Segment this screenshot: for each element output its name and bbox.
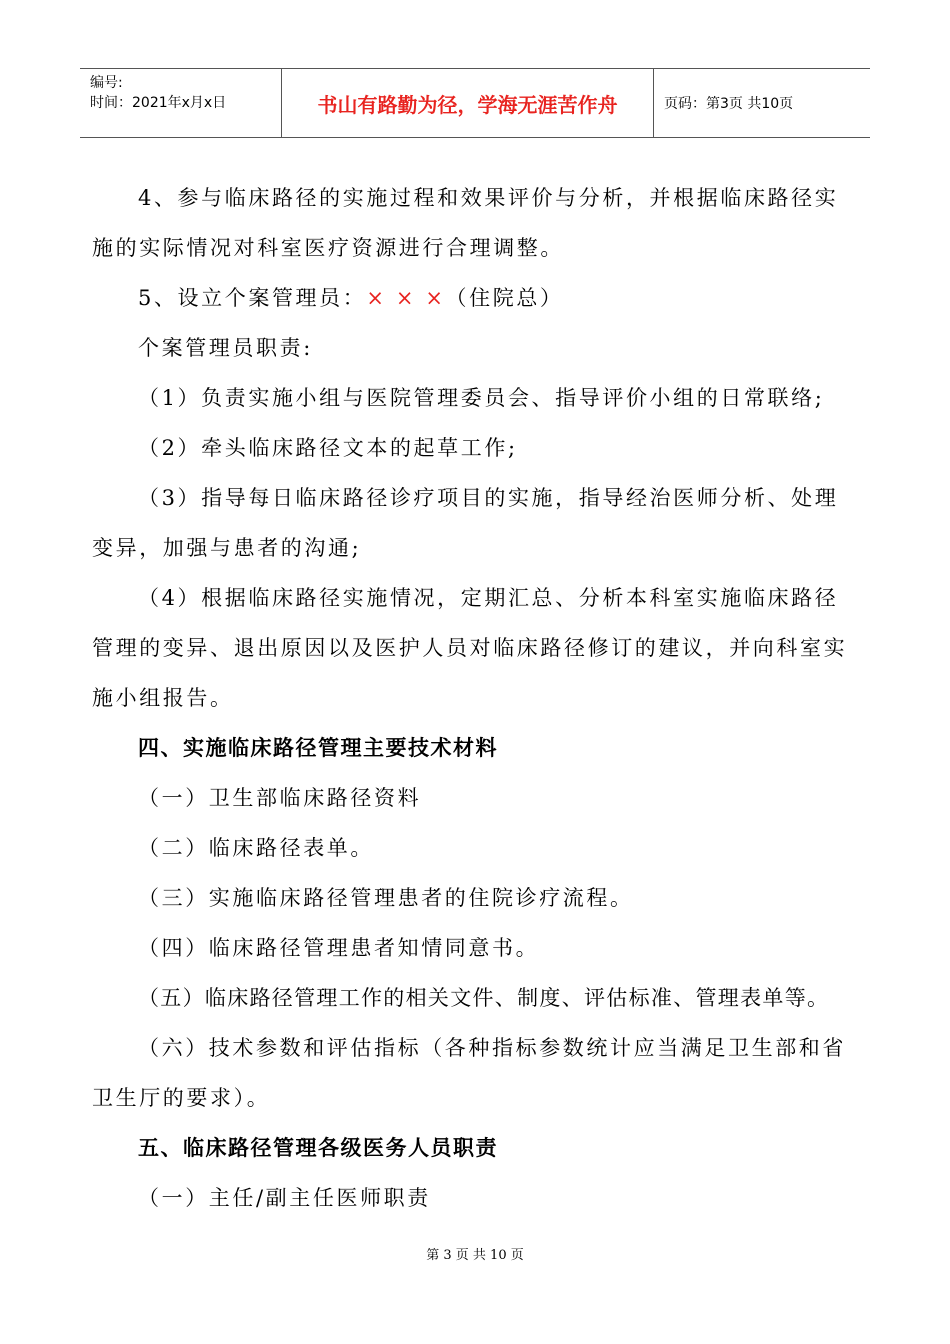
page-footer: 第 3 页 共 10 页: [426, 1248, 524, 1263]
case-manager-prefix: 5、设立个案管理员：: [138, 286, 367, 310]
list-item: （一）卫生部临床路径资料: [138, 786, 422, 810]
duty-item-continued: 变异，加强与患者的沟通;: [92, 536, 362, 560]
section-heading: 四、实施临床路径管理主要技术材料: [138, 736, 498, 760]
placeholder-marks: × × ×: [366, 286, 446, 310]
header-motto: 书山有路勤为径，学海无涯苦作舟: [282, 69, 654, 137]
list-item: （二）临床路径表单。: [138, 836, 374, 860]
page-header: [80, 68, 870, 138]
list-item: （四）临床路径管理患者知情同意书。: [138, 936, 540, 960]
duty-item: （2）牵头临床路径文本的起草工作;: [138, 436, 518, 460]
duty-item-continued: 管理的变异、退出原因以及医护人员对临床路径修订的建议，并向科室实: [92, 636, 848, 660]
document-body: [92, 173, 872, 1223]
case-manager-suffix: （住院总）: [445, 286, 564, 310]
section-heading: 五、临床路径管理各级医务人员职责: [138, 1136, 498, 1160]
duty-title: 个案管理员职责:: [138, 336, 313, 360]
header-meta: [80, 69, 282, 137]
header-page-label: 页码：第3页 共10页: [664, 96, 794, 112]
paragraph-line: 4、参与临床路径的实施过程和效果评价与分析，并根据临床路径实: [138, 186, 839, 210]
list-item: （五）临床路径管理工作的相关文件、制度、评估标准、管理表单等。: [138, 986, 830, 1010]
number-label: 编号:: [90, 75, 123, 91]
list-item: （一）主任/副主任医师职责: [138, 1186, 431, 1210]
list-item-continued: 卫生厅的要求）。: [92, 1086, 271, 1110]
list-item: （六）技术参数和评估指标（各种指标参数统计应当满足卫生部和省: [138, 1036, 846, 1060]
paragraph-line: 施的实际情况对科室医疗资源进行合理调整。: [92, 236, 564, 260]
time-label: 时间：2021年x月x日: [90, 95, 227, 111]
duty-item-continued: 施小组报告。: [92, 686, 234, 710]
duty-item: （3）指导每日临床路径诊疗项目的实施，指导经治医师分析、处理: [138, 486, 839, 510]
duty-item: （4）根据临床路径实施情况，定期汇总、分析本科室实施临床路径: [138, 586, 839, 610]
list-item: （三）实施临床路径管理患者的住院诊疗流程。: [138, 886, 634, 910]
case-manager-line: [92, 273, 872, 323]
duty-item: （1）负责实施小组与医院管理委员会、指导评价小组的日常联络;: [138, 386, 825, 410]
